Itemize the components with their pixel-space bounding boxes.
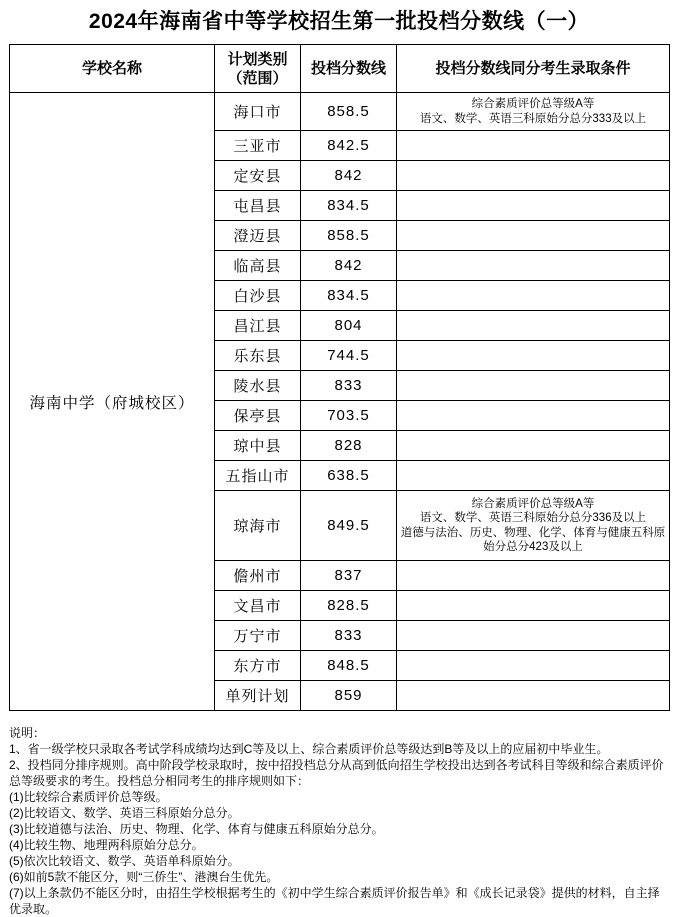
header-tie-condition: 投档分数线同分考生录取条件 xyxy=(397,45,670,93)
condition-cell xyxy=(397,431,670,461)
score-table xyxy=(9,44,670,711)
region-cell: 儋州市 xyxy=(215,561,301,591)
region-cell: 海口市 xyxy=(215,93,301,131)
score-cell: 833 xyxy=(301,371,397,401)
page-title: 2024年海南省中等学校招生第一批投档分数线（一） xyxy=(88,10,590,33)
school-name-cell: 海南中学（府城校区） xyxy=(10,93,215,711)
condition-line: 语文、数学、英语三科原始分总分336及以上 xyxy=(419,512,647,524)
score-cell: 833 xyxy=(301,621,397,651)
region-cell: 陵水县 xyxy=(215,371,301,401)
region-cell: 定安县 xyxy=(215,161,301,191)
region-cell: 屯昌县 xyxy=(215,191,301,221)
region-cell: 乐东县 xyxy=(215,341,301,371)
score-cell: 828.5 xyxy=(301,591,397,621)
score-cell: 842.5 xyxy=(301,131,397,161)
region-cell: 文昌市 xyxy=(215,591,301,621)
condition-cell xyxy=(397,221,670,251)
condition-cell xyxy=(397,401,670,431)
condition-line: 道德与法治、历史、物理、化学、体育与健康五科原始分总分423及以上 xyxy=(400,526,666,553)
condition-cell xyxy=(397,371,670,401)
region-cell: 保亭县 xyxy=(215,401,301,431)
note-line: (3)比较道德与法治、历史、物理、化学、体育与健康五科原始分总分。 xyxy=(9,822,384,836)
condition-cell xyxy=(397,281,670,311)
score-cell: 842 xyxy=(301,161,397,191)
note-line: 2、投档同分排序规则。高中阶段学校录取时，按中招投档总分从高到低向招生学校投出达到各考试科目等级和综合素质评价总等级要求的考生。投档总分相同考生的排序规则如下： xyxy=(9,758,664,788)
score-cell: 858.5 xyxy=(301,221,397,251)
region-cell: 三亚市 xyxy=(215,131,301,161)
condition-cell xyxy=(397,491,670,561)
region-cell: 白沙县 xyxy=(215,281,301,311)
region-cell: 澄迈县 xyxy=(215,221,301,251)
score-cell: 828 xyxy=(301,431,397,461)
table-header-row xyxy=(10,45,670,93)
score-cell: 842 xyxy=(301,251,397,281)
condition-cell xyxy=(397,461,670,491)
condition-cell xyxy=(397,591,670,621)
note-line: (4)比较生物、地理两科原始分总分。 xyxy=(9,838,204,852)
note-line: (5)依次比较语文、数学、英语单科原始分。 xyxy=(9,854,240,868)
note-line: (6)如前5款不能区分，则“三侨生”、港澳台生优先。 xyxy=(9,870,279,884)
condition-line: 语文、数学、英语三科原始分总分333及以上 xyxy=(419,112,647,125)
region-cell: 五指山市 xyxy=(215,461,301,491)
note-line: 1、省一级学校只录取各考试学科成绩均达到C等及以上、综合素质评价总等级达到B等及以上的应届初中毕业生。 xyxy=(9,742,609,756)
condition-cell xyxy=(397,131,670,161)
condition-line: 综合素质评价总等级A等 xyxy=(471,98,595,110)
score-cell: 849.5 xyxy=(301,491,397,561)
region-cell: 万宁市 xyxy=(215,621,301,651)
condition-line: 综合素质评价总等级A等 xyxy=(471,497,595,510)
header-plan-line2: （范围） xyxy=(227,69,288,87)
notes-lines xyxy=(9,741,669,917)
header-school-name: 学校名称 xyxy=(10,45,215,93)
score-cell: 703.5 xyxy=(301,401,397,431)
condition-cell xyxy=(397,191,670,221)
region-cell: 临高县 xyxy=(215,251,301,281)
condition-cell xyxy=(397,681,670,711)
score-cell: 834.5 xyxy=(301,191,397,221)
condition-cell xyxy=(397,651,670,681)
note-line: (1)比较综合素质评价总等级。 xyxy=(9,790,168,804)
condition-cell xyxy=(397,251,670,281)
score-cell: 834.5 xyxy=(301,281,397,311)
score-cell: 804 xyxy=(301,311,397,341)
condition-cell xyxy=(397,341,670,371)
notes-section xyxy=(9,725,669,917)
condition-cell xyxy=(397,93,670,131)
score-cell: 837 xyxy=(301,561,397,591)
region-cell: 单列计划 xyxy=(215,681,301,711)
table-row xyxy=(10,93,670,131)
condition-cell xyxy=(397,561,670,591)
score-cell: 848.5 xyxy=(301,651,397,681)
region-cell: 琼中县 xyxy=(215,431,301,461)
condition-cell xyxy=(397,621,670,651)
notes-heading: 说明： xyxy=(9,726,46,740)
note-line: (7)以上条款仍不能区分时，由招生学校根据考生的《初中学生综合素质评价报告单》和《成长记录袋》提供的材料，自主择优录取。 xyxy=(9,886,660,916)
score-cell: 638.5 xyxy=(301,461,397,491)
condition-cell xyxy=(397,311,670,341)
header-plan-category xyxy=(215,45,301,93)
header-score-line: 投档分数线 xyxy=(301,45,397,93)
region-cell: 东方市 xyxy=(215,651,301,681)
header-plan-line1: 计划类别 xyxy=(227,50,288,68)
score-cell: 859 xyxy=(301,681,397,711)
score-cell: 744.5 xyxy=(301,341,397,371)
score-cell: 858.5 xyxy=(301,93,397,131)
condition-cell xyxy=(397,161,670,191)
region-cell: 琼海市 xyxy=(215,491,301,561)
note-line: (2)比较语文、数学、英语三科原始分总分。 xyxy=(9,806,240,820)
region-cell: 昌江县 xyxy=(215,311,301,341)
